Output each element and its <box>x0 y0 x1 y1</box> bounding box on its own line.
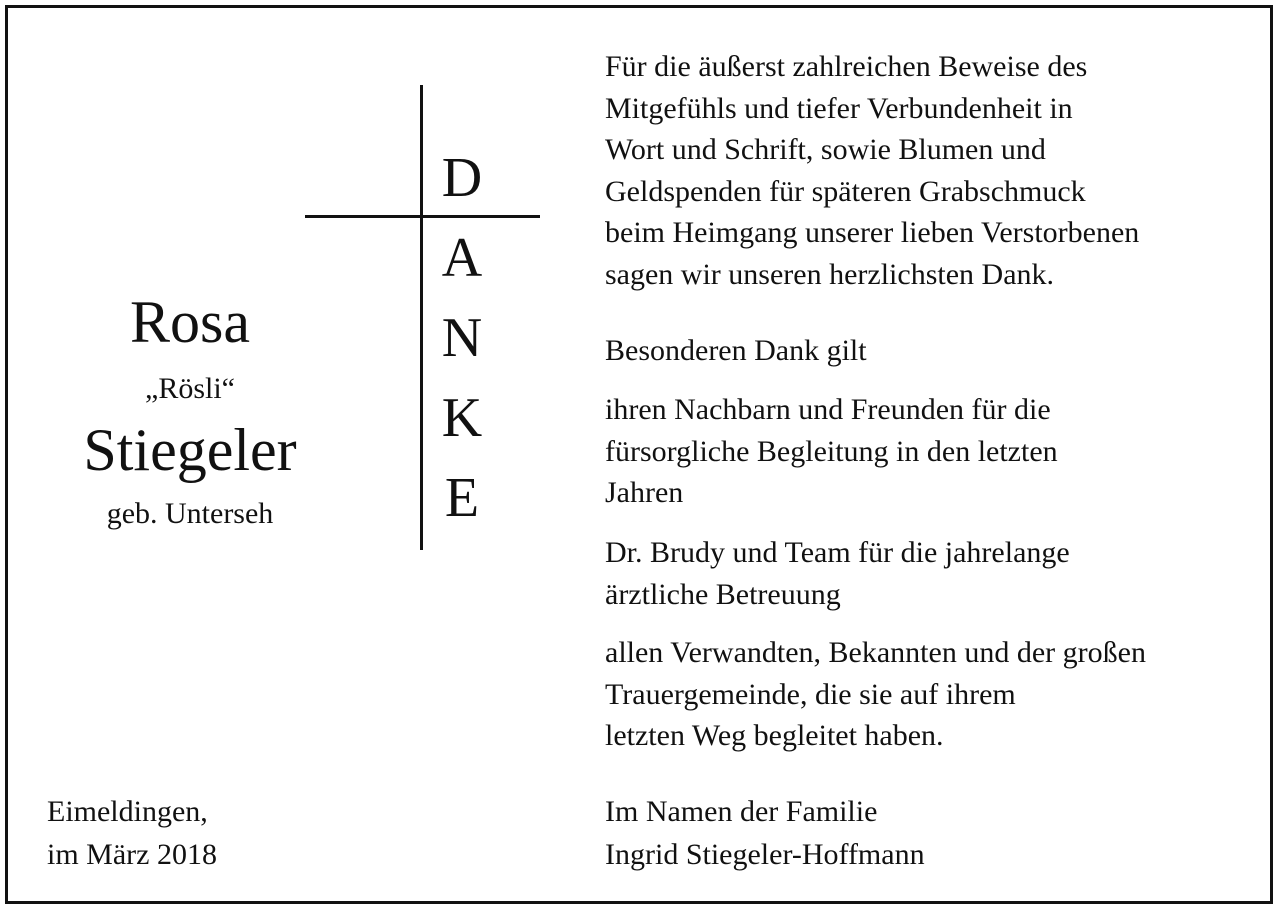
intro-line: Für die äußerst zahlreichen Beweise des <box>605 50 1088 83</box>
signature-name: Ingrid Stiegeler-Hoffmann <box>605 838 925 871</box>
danke-letter: N <box>441 307 483 369</box>
thanks-line: Jahren <box>605 476 684 509</box>
intro-line: sagen wir unseren herzlichsten Dank. <box>605 257 1055 291</box>
deceased-nickname: „Rösli“ <box>145 372 235 405</box>
signature-line: Im Namen der Familie <box>605 795 878 828</box>
intro-line: beim Heimgang unserer lieben Verstorbenen <box>605 216 1140 249</box>
special-thanks-heading: Besonderen Dank gilt <box>605 334 867 367</box>
intro-line: Mitgefühls und tiefer Verbundenheit in <box>605 91 1073 125</box>
family-signature <box>605 790 925 876</box>
place-line: Eimeldingen, <box>47 795 208 828</box>
intro-line: Wort und Schrift, sowie Blumen und <box>605 133 1046 166</box>
deceased-maiden-name: geb. Unterseh <box>106 497 274 530</box>
cross-horizontal-bar <box>305 215 540 218</box>
thanks-line: Dr. Brudy und Team für die jahrelange <box>605 536 1070 569</box>
danke-letter: A <box>441 227 483 289</box>
thanks-line: Trauergemeinde, die sie auf ihrem <box>605 677 1016 711</box>
thanks-relatives <box>605 632 1146 757</box>
place-date <box>47 790 217 876</box>
intro-line: Geldspenden für späteren Grabschmuck <box>605 174 1086 208</box>
thanks-line: ihren Nachbarn und Freunden für die <box>605 393 1051 426</box>
cross-vertical-bar <box>420 85 423 550</box>
danke-letter: K <box>441 387 483 449</box>
thanks-line: fürsorgliche Begleitung in den letzten <box>605 434 1058 468</box>
thanks-line: letzten Weg begleitet haben. <box>605 719 944 752</box>
deceased-first-name: Rosa <box>130 289 250 355</box>
thanks-neighbors <box>605 389 1058 514</box>
intro-paragraph <box>605 46 1139 295</box>
thanks-line: allen Verwandten, Bekannten und der großen <box>605 636 1146 669</box>
date-line: im März 2018 <box>47 838 217 871</box>
danke-letter: D <box>441 147 483 209</box>
thanks-line: ärztliche Betreuung <box>605 577 841 611</box>
deceased-surname: Stiegeler <box>83 417 297 483</box>
thanks-doctor <box>605 532 1070 615</box>
danke-letter: E <box>444 467 480 529</box>
